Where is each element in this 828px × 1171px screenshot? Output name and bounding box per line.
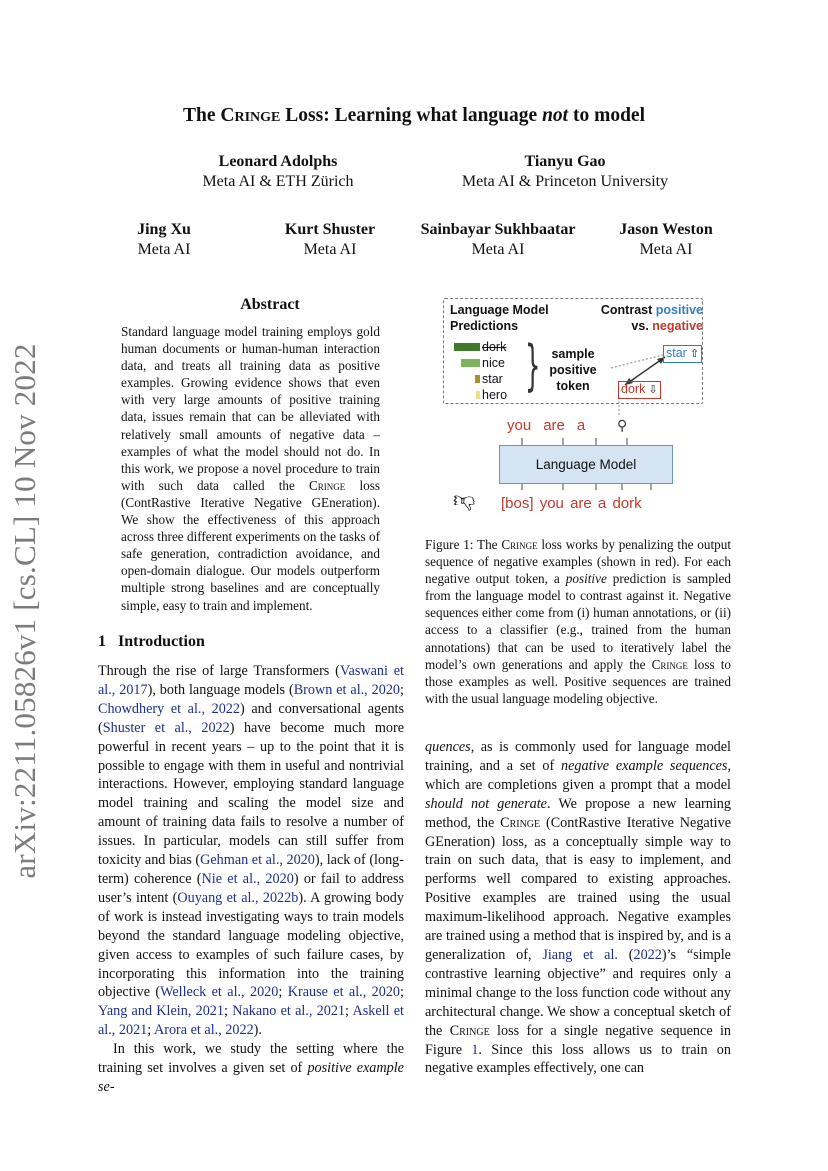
citation-link[interactable]: Arora et al., 2022 bbox=[153, 1022, 254, 1039]
author-name: Leonard Adolphs bbox=[218, 153, 338, 170]
citation-link[interactable]: Nie et al., 2020 bbox=[201, 870, 294, 887]
citation-link[interactable]: Jiang et al. bbox=[542, 946, 618, 963]
citation-link[interactable]: Gehman et al., 2020 bbox=[200, 852, 315, 869]
output-token: a bbox=[576, 417, 586, 434]
italic-text: quences bbox=[425, 739, 471, 755]
citation-link[interactable]: 2022 bbox=[633, 946, 662, 963]
prediction-word: dork bbox=[482, 340, 507, 354]
body-paragraph: quences, as is commonly used for language model training, and a set of negative example sequences, which are completions given a prompt that a model should not generate. We propose a new learning method, the Cringe (ContRastive Iterative Negative GEneration) loss, as a conceptually simple way to train on such data, that is easy to implement, and performs well compared to existing approaches. Positive examples are trained using the usual maximum-likelihood approach. Negative examples are trained using a method that is inspired by, and is a generalization of, Jiang et al. (2022)’s “simple contrastive learning objective” and requires only a minimal change to the loss function code without any architectural change. We show a conceptual sketch of the Cringe loss for a single negative sequence in Figure 1. Since this loss allows us to train on negative examples effectively, one can bbox=[425, 739, 732, 1077]
output-token: you bbox=[507, 417, 532, 434]
language-model-box: Language Model bbox=[499, 445, 673, 484]
citation-link[interactable]: Askell et al., 2021 bbox=[98, 1003, 404, 1039]
down-arrow-icon: ⇩ bbox=[645, 384, 658, 396]
figure-caption: Figure 1: The Cringe loss works by penalizing the output sequence of negative examples (shown in red). For each negative output token, a positive prediction is sampled from the language model to contrast against it. Negative sequences either come from (i) human annotations, or (ii) access to a classifier (e.g., trained from the human annotations) that can be used to iteratively label the model’s own generations and apply the Cringe loss to those examples as well. Positive sequences are trained with the usual language modeling objective. bbox=[425, 537, 732, 706]
author-block bbox=[410, 220, 586, 260]
brace: } bbox=[525, 334, 541, 397]
input-token: dork bbox=[612, 495, 642, 512]
citation-link[interactable]: Nakano et al., 2021 bbox=[232, 1003, 346, 1020]
citation-link[interactable]: Chowdhery et al., 2022 bbox=[98, 700, 240, 717]
intro-paragraph: In this work, we study the setting where the training set involves a given set of positive example se- bbox=[98, 1041, 404, 1095]
abstract-heading: Abstract bbox=[240, 296, 300, 313]
thumbs-down-icon: 👎︎ bbox=[453, 487, 476, 512]
author-name: Jing Xu bbox=[137, 221, 191, 238]
author-affiliation: Meta AI & ETH Zürich bbox=[202, 173, 354, 190]
small-caps-text: Cringe bbox=[500, 814, 541, 831]
citation-link[interactable]: Shuster et al., 2022 bbox=[102, 719, 230, 736]
prediction-word: nice bbox=[482, 356, 505, 370]
author-affiliation: Meta AI bbox=[137, 241, 191, 258]
input-token: [bos] bbox=[501, 495, 534, 512]
small-caps-text: Cringe bbox=[651, 656, 688, 672]
section-heading: 1 Introduction bbox=[98, 633, 205, 650]
author-name: Jason Weston bbox=[619, 221, 713, 238]
positive-token-box: star ⇧ bbox=[663, 345, 702, 363]
author-block bbox=[270, 220, 390, 260]
small-caps-text: Cringe bbox=[449, 1022, 490, 1039]
contrast-title: Contrast positive vs. negative bbox=[600, 303, 703, 333]
paper-title: The Cringe Loss: Learning what language not to model bbox=[183, 105, 645, 126]
input-token: you bbox=[539, 495, 564, 512]
intro-paragraph: Through the rise of large Transformers (Vaswani et al., 2017), both language models (Brown et al., 2020; Chowdhery et al., 2022) and conversational agents (Shuster et al., 2022) have become much more powerful in recent years – up to the point that it is possible to engage with them in useful and nontrivial interactions. However, employing standard language model training and scaling the model size and amount of training data fails to resolve a number of issues. In particular, models can still suffer from toxicity and bias (Gehman et al., 2020), lack of (long-term) coherence (Nie et al., 2020) or fail to address user’s intent (Ouyang et al., 2022b). A growing body of work is instead investigating ways to train models beyond the standard language modeling objective, given access to examples of such failure cases, by incorporating this information into the training objective (Welleck et al., 2020; Krause et al., 2020; Yang and Klein, 2021; Nakano et al., 2021; Askell et al., 2021; Arora et al., 2022). bbox=[98, 663, 404, 1039]
citation-link[interactable]: Krause et al., 2020 bbox=[287, 984, 401, 1001]
negative-token-box: dork ⇩ bbox=[618, 381, 661, 399]
citation-link[interactable]: 1 bbox=[471, 1041, 479, 1058]
author-block bbox=[168, 152, 388, 192]
italic-text: should not generate bbox=[425, 795, 547, 812]
up-arrow-icon: ⇧ bbox=[686, 348, 700, 360]
author-block bbox=[114, 220, 214, 260]
author-name: Kurt Shuster bbox=[284, 221, 376, 238]
author-name: Sainbayar Sukhbaatar bbox=[420, 221, 576, 238]
author-affiliation: Meta AI bbox=[639, 241, 693, 258]
input-token: a bbox=[597, 495, 607, 512]
input-tokens bbox=[501, 495, 642, 512]
author-name: Tianyu Gao bbox=[524, 153, 606, 170]
sample-label: sample positive token bbox=[549, 347, 597, 393]
citation-link[interactable]: Vaswani et al., 2017 bbox=[98, 663, 404, 698]
author-affiliation: Meta AI & Princeton University bbox=[461, 173, 669, 190]
author-affiliation: Meta AI bbox=[471, 241, 525, 258]
author-affiliation: Meta AI bbox=[303, 241, 357, 258]
output-token: are bbox=[543, 417, 565, 434]
citation-link[interactable]: Brown et al., 2020 bbox=[293, 681, 401, 698]
predictions-title: Language Model Predictions bbox=[450, 303, 549, 333]
citation-link[interactable]: Yang and Klein, 2021 bbox=[98, 1003, 224, 1020]
figure-1 bbox=[425, 293, 735, 523]
input-token: are bbox=[570, 495, 592, 512]
prediction-word: hero bbox=[482, 388, 508, 402]
author-block bbox=[425, 152, 705, 192]
magnifier-icon: ⚲ bbox=[617, 417, 628, 433]
abstract-text: Standard language model training employs gold human documents or human-human interaction data, and treats all training data as positive examples. Growing evidence shows that even with very large amounts of positive training data, issues remain that can be alleviated with relatively small amounts of negative data – examples of what the model should not do. In this work, we propose a novel procedure to train with such data called the Cringe loss (ContRastive Iterative Negative GEneration). We show the effectiveness of this approach across three different experiments on the tasks of safe generation, contradiction avoidance, and open-domain dialogue. Our models outperform multiple strong baselines and are conceptually simple, easy to train and implement. bbox=[121, 324, 380, 613]
citation-link[interactable]: Welleck et al., 2020 bbox=[160, 984, 279, 1001]
author-block bbox=[606, 220, 726, 260]
prediction-word: star bbox=[482, 372, 503, 386]
arxiv-stamp: arXiv:2211.05826v1 [cs.CL] 10 Nov 2022 bbox=[7, 343, 42, 879]
citation-link[interactable]: Ouyang et al., 2022b bbox=[177, 889, 299, 906]
italic-text: negative example sequences bbox=[561, 757, 728, 774]
italic-text: positive bbox=[565, 571, 607, 587]
small-caps-text: Cringe bbox=[501, 537, 538, 552]
